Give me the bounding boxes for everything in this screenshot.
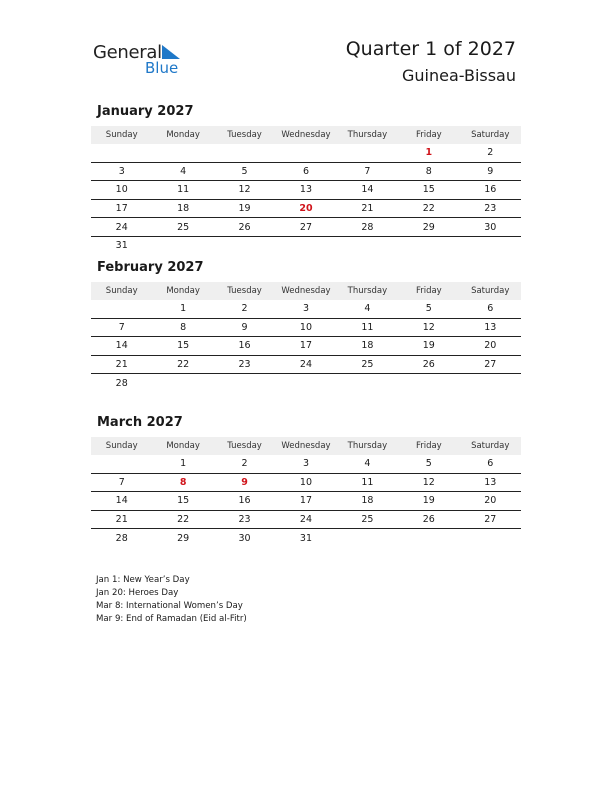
weekday-label: Thursday (347, 286, 388, 296)
holiday-note: Jan 20: Heroes Day (96, 588, 179, 598)
day-cell: 17 (299, 495, 313, 507)
day-cell: 12 (238, 184, 251, 196)
day-cell: 19 (422, 495, 435, 507)
day-cell: 28 (115, 532, 128, 544)
day-cell: 24 (299, 514, 313, 526)
day-cell: 6 (487, 303, 494, 315)
day-cell: 14 (115, 340, 128, 352)
holiday-notes (96, 574, 247, 626)
day-cell: 30 (484, 221, 497, 233)
day-cell: 26 (238, 221, 251, 233)
day-cell: 27 (299, 221, 313, 233)
day-cell: 6 (302, 165, 309, 177)
month-title: March 2027 (97, 415, 183, 430)
logo-triangle-icon (162, 45, 180, 59)
weekday-label: Sunday (105, 130, 138, 140)
day-cell: 11 (361, 321, 374, 333)
day-cell: 23 (484, 203, 497, 215)
day-cell: 18 (177, 203, 190, 215)
week-row (91, 319, 521, 338)
day-cell: 24 (299, 359, 313, 371)
week-row (91, 529, 521, 547)
day-cell: 26 (422, 514, 435, 526)
day-cell: 12 (422, 476, 435, 488)
day-cell: 29 (177, 532, 190, 544)
weekday-label: Friday (415, 441, 442, 451)
day-cell: 10 (299, 476, 313, 488)
weekday-label: Sunday (105, 286, 138, 296)
day-cell: 25 (177, 221, 190, 233)
day-cell: 15 (422, 184, 435, 196)
week-row (91, 374, 521, 392)
day-cell: 27 (484, 514, 497, 526)
day-cell: 4 (364, 458, 371, 470)
week-row (91, 237, 521, 255)
day-cell: 18 (361, 340, 374, 352)
day-cell: 21 (115, 359, 128, 371)
week-row (91, 492, 521, 511)
day-cell: 20 (299, 203, 313, 215)
weekday-header-row (91, 282, 521, 300)
day-cell: 16 (484, 184, 497, 196)
month-february (91, 260, 521, 392)
week-row (91, 181, 521, 200)
weekday-label: Wednesday (281, 286, 331, 296)
weekday-label: Friday (415, 130, 442, 140)
day-cell: 20 (484, 340, 497, 352)
month-january (91, 104, 521, 255)
day-cell: 9 (487, 165, 494, 177)
day-cell: 2 (241, 303, 248, 315)
day-cell: 7 (118, 476, 125, 488)
month-title: February 2027 (97, 260, 204, 275)
day-cell: 19 (238, 203, 251, 215)
day-cell: 23 (238, 514, 251, 526)
weekday-label: Tuesday (227, 286, 262, 296)
day-cell: 3 (302, 303, 309, 315)
weekday-label: Monday (166, 130, 200, 140)
month-march (91, 415, 521, 547)
day-cell: 16 (238, 340, 251, 352)
holiday-note: Mar 9: End of Ramadan (Eid al-Fitr) (96, 614, 247, 624)
day-cell: 17 (115, 203, 128, 215)
day-cell: 7 (118, 321, 125, 333)
day-cell: 1 (180, 458, 187, 470)
day-cell: 4 (364, 303, 371, 315)
week-row (91, 356, 521, 375)
weekday-label: Sunday (105, 441, 138, 451)
day-cell: 22 (177, 359, 190, 371)
day-cell: 15 (177, 340, 190, 352)
weekday-label: Monday (166, 441, 200, 451)
day-cell: 6 (487, 458, 494, 470)
weekday-label: Wednesday (281, 130, 331, 140)
weekday-label: Wednesday (281, 441, 331, 451)
country-name: Guinea-Bissau (401, 66, 516, 85)
weekday-label: Monday (166, 286, 200, 296)
day-cell: 9 (241, 321, 248, 333)
day-cell: 8 (180, 321, 187, 333)
day-cell: 14 (115, 495, 128, 507)
day-cell: 2 (241, 458, 248, 470)
day-cell: 28 (361, 221, 374, 233)
weekday-label: Tuesday (227, 441, 262, 451)
day-cell: 12 (422, 321, 435, 333)
day-cell: 24 (115, 221, 128, 233)
day-cell: 25 (361, 514, 374, 526)
day-cell: 13 (484, 321, 497, 333)
day-cell: 7 (364, 165, 371, 177)
weekday-header-row (91, 126, 521, 144)
day-cell: 21 (115, 514, 128, 526)
day-cell: 31 (299, 532, 313, 544)
day-cell: 22 (422, 203, 435, 215)
day-cell: 16 (238, 495, 251, 507)
day-cell: 15 (177, 495, 190, 507)
day-cell: 5 (425, 458, 432, 470)
day-cell: 1 (425, 147, 433, 159)
day-cell: 3 (118, 165, 125, 177)
day-cell: 11 (361, 476, 374, 488)
week-row (91, 144, 521, 163)
day-cell: 22 (177, 514, 190, 526)
day-cell: 20 (484, 495, 497, 507)
weekday-header-row (91, 437, 521, 455)
week-row (91, 455, 521, 474)
day-cell: 2 (487, 147, 494, 159)
day-cell: 31 (115, 240, 128, 252)
weekday-label: Friday (415, 286, 442, 296)
day-cell: 8 (425, 165, 432, 177)
week-row (91, 337, 521, 356)
logo-word-general: General (93, 42, 162, 63)
weekday-label: Saturday (471, 130, 510, 140)
generalblue-logo (93, 40, 193, 80)
day-cell: 29 (422, 221, 435, 233)
day-cell: 11 (177, 184, 190, 196)
weekday-label: Saturday (471, 286, 510, 296)
day-cell: 17 (299, 340, 313, 352)
week-row (91, 300, 521, 319)
day-cell: 5 (241, 165, 248, 177)
holiday-note: Mar 8: International Women’s Day (96, 601, 243, 611)
day-cell: 13 (299, 184, 313, 196)
day-cell: 8 (179, 476, 187, 488)
day-cell: 10 (115, 184, 128, 196)
day-cell: 27 (484, 359, 497, 371)
weekday-label: Saturday (471, 441, 510, 451)
day-cell: 28 (115, 377, 128, 389)
day-cell: 3 (302, 458, 309, 470)
day-cell: 1 (180, 303, 187, 315)
day-cell: 23 (238, 359, 251, 371)
day-cell: 10 (299, 321, 313, 333)
day-cell: 4 (180, 165, 187, 177)
weekday-label: Tuesday (227, 130, 262, 140)
week-row (91, 474, 521, 493)
day-cell: 14 (361, 184, 374, 196)
weekday-label: Thursday (347, 130, 388, 140)
week-row (91, 511, 521, 530)
quarter-title: Quarter 1 of 2027 (345, 38, 516, 60)
day-cell: 21 (361, 203, 374, 215)
week-row (91, 218, 521, 237)
day-cell: 19 (422, 340, 435, 352)
day-cell: 13 (484, 476, 497, 488)
day-cell: 30 (238, 532, 251, 544)
holiday-note: Jan 1: New Year’s Day (96, 575, 190, 585)
week-row (91, 163, 521, 182)
month-title: January 2027 (97, 104, 194, 119)
day-cell: 25 (361, 359, 374, 371)
day-cell: 9 (241, 476, 248, 488)
week-row (91, 200, 521, 219)
logo-word-blue: Blue (145, 59, 179, 77)
day-cell: 18 (361, 495, 374, 507)
weekday-label: Thursday (347, 441, 388, 451)
day-cell: 5 (425, 303, 432, 315)
day-cell: 26 (422, 359, 435, 371)
